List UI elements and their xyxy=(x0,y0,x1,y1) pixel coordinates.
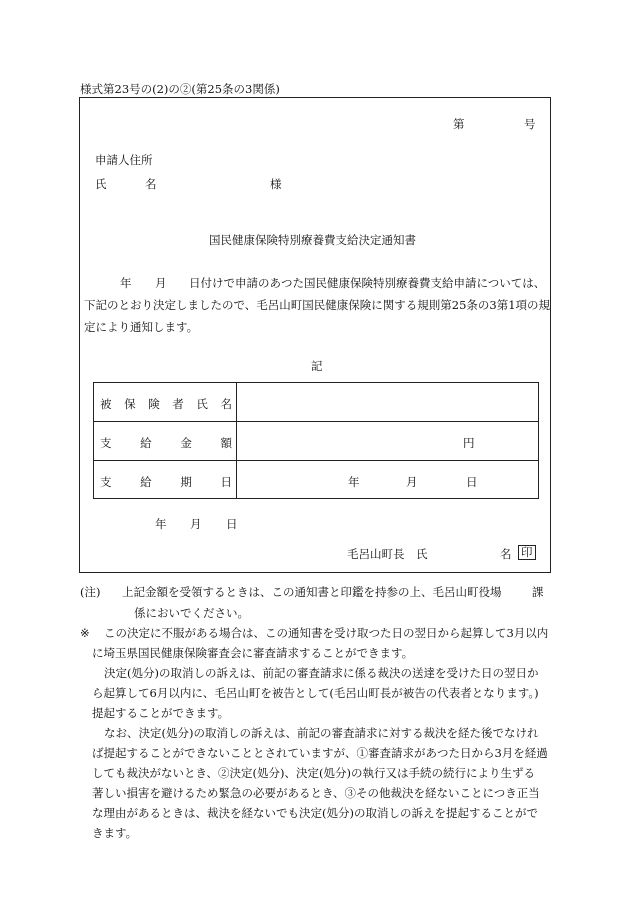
form-header: 様式第23号の(2)の②(第25条の3関係) xyxy=(80,82,280,96)
remarks-mark: ※ xyxy=(80,626,90,640)
note-line1-ka: 課 xyxy=(532,585,544,599)
body-line3: 定により通知します。 xyxy=(84,320,199,334)
signature-title: 毛呂山町長 氏 xyxy=(347,547,428,561)
applicant-name-label-2: 名 xyxy=(145,177,157,191)
items-table xyxy=(93,382,539,499)
remarks-line-3: 決定(処分)の取消しの訴えは、前記の審査請求に係る裁決の送達を受けた日の翌日か xyxy=(104,666,539,680)
ki-label: 記 xyxy=(311,359,323,373)
number-go: 号 xyxy=(524,117,536,131)
remarks-line-2: に埼玉県国民健康保険審査会に審査請求することができます。 xyxy=(92,646,414,660)
notice-date-year: 年 xyxy=(155,517,167,531)
remarks-line-7: ば提起することができないこととされていますが、①審査請求があつた日から3月を経過 xyxy=(92,746,548,760)
applicant-honorific: 様 xyxy=(270,177,282,191)
row-label-payment-date: 支 給 期 日 xyxy=(100,475,232,489)
remarks-line-1: この決定に不服がある場合は、この通知書を受け取つた日の翌日から起算して3月以内 xyxy=(104,626,549,640)
payment-date-day: 日 xyxy=(466,475,478,489)
note-line1: 上記金額を受領するときは、この通知書と印鑑を持参の上、毛呂山町役場 xyxy=(122,585,502,599)
remarks-line-5: 提起することができます。 xyxy=(92,706,230,720)
body-year: 年 xyxy=(120,276,132,290)
form-box xyxy=(79,97,551,573)
note-line2: 係においでください。 xyxy=(134,606,249,620)
table-column-divider xyxy=(236,383,237,498)
note-mark: (注) xyxy=(80,585,101,599)
remarks-line-10: な理由があるときは、裁決を経ないでも決定(処分)の取消しの訴えを提起することがで xyxy=(92,806,538,820)
remarks-line-11: きます。 xyxy=(92,826,138,840)
seal-mark xyxy=(516,545,536,560)
number-dai: 第 xyxy=(453,117,465,131)
remarks-line-9: 著しい損害を避けるため緊急の必要があるとき、③その他裁決を経ないことにつき正当 xyxy=(92,786,540,800)
body-month: 月 xyxy=(155,276,167,290)
table-divider xyxy=(94,421,538,422)
remarks-line-4: ら起算して6月以内に、毛呂山町を被告として(毛呂山町長が被告の代表者となります。) xyxy=(92,686,539,700)
applicant-name-label-1: 氏 xyxy=(95,177,107,191)
amount-yen-unit: 円 xyxy=(463,436,475,450)
body-line1: 日付けで申請のあつた国民健康保険特別療養費支給申請については、 xyxy=(189,276,546,290)
payment-date-month: 月 xyxy=(406,475,418,489)
remarks-line-6: なお、決定(処分)の取消しの訴えは、前記の審査請求に対する裁決を経た後でなけれ xyxy=(104,726,539,740)
applicant-address-label: 申請人住所 xyxy=(95,153,153,167)
payment-date-year: 年 xyxy=(348,475,360,489)
signature-name-label: 名 xyxy=(500,547,512,561)
body-line2: 下記のとおり決定しましたので、毛呂山町国民健康保険に関する規則第25条の3第1項の規 xyxy=(84,298,551,312)
notice-date-month: 月 xyxy=(190,517,202,531)
table-divider xyxy=(94,460,538,461)
document-title: 国民健康保険特別療養費支給決定通知書 xyxy=(209,233,416,247)
notice-date-day: 日 xyxy=(226,517,238,531)
remarks-line-8: しても裁決がないとき、②決定(処分)、決定(処分)の執行又は手続の続行により生ずる xyxy=(92,766,535,780)
seal-label: 印 xyxy=(518,545,536,560)
row-label-insured-name: 被 保 険 者 氏 名 xyxy=(100,397,232,411)
row-label-payment-amount: 支 給 金 額 xyxy=(100,436,232,450)
